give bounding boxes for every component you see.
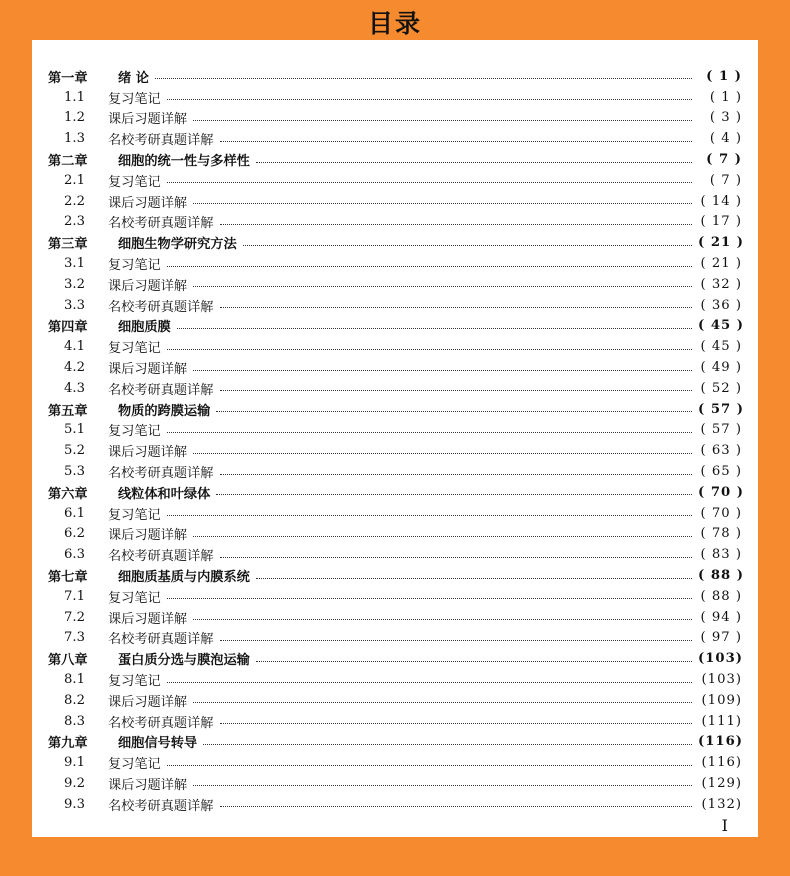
toc-chapter-entry[interactable] xyxy=(48,149,742,170)
entry-number: 3.3 xyxy=(64,297,85,313)
entry-number: 8.3 xyxy=(64,713,85,729)
entry-number: 1.1 xyxy=(64,89,85,105)
page-number-marker: I xyxy=(721,816,728,835)
entry-title: 复习笔记 xyxy=(108,91,161,107)
entry-title: 名校考研真题详解 xyxy=(108,216,214,232)
dot-leader xyxy=(167,764,692,766)
dot-leader xyxy=(193,618,692,620)
dot-leader xyxy=(256,161,692,163)
dot-leader xyxy=(167,265,692,267)
dot-leader xyxy=(167,181,692,183)
entry-number: 5.1 xyxy=(64,422,85,438)
entry-page-number: ( 52 ) xyxy=(700,380,742,396)
entry-title: 复习笔记 xyxy=(108,674,161,689)
dot-leader xyxy=(256,660,692,662)
entry-number: 6.1 xyxy=(64,505,85,521)
dot-leader xyxy=(167,431,692,433)
entry-title: 复习笔记 xyxy=(108,757,161,773)
entry-number: 第二章 xyxy=(48,154,88,170)
dot-leader xyxy=(216,493,692,495)
dot-leader xyxy=(220,389,693,391)
entry-number: 8.1 xyxy=(64,672,85,687)
toc-chapter-entry[interactable] xyxy=(48,565,745,586)
entry-number: 3.1 xyxy=(64,256,85,272)
entry-page-number: ( 45 ) xyxy=(698,318,745,334)
entry-title: 绪 论 xyxy=(118,70,149,86)
entry-page-number: ( 21 ) xyxy=(698,235,745,251)
entry-page-number: ( 78 ) xyxy=(700,526,742,542)
entry-page-number: ( 83 ) xyxy=(700,547,742,563)
entry-number: 1.2 xyxy=(64,110,85,126)
entry-number: 8.2 xyxy=(64,692,85,708)
entry-page-number: ( 7 ) xyxy=(709,172,742,188)
entry-page-number: (129) xyxy=(701,775,742,791)
dot-leader xyxy=(220,306,693,308)
page-title: 目录 xyxy=(367,9,422,38)
toc-section-entry[interactable] xyxy=(48,295,742,316)
entry-title: 细胞的统一性与多样性 xyxy=(118,154,250,170)
entry-title: 名校考研真题详解 xyxy=(108,632,214,648)
entry-title: 名校考研真题详解 xyxy=(108,466,214,482)
entry-title: 物质的跨膜运输 xyxy=(118,403,211,419)
entry-title: 复习笔记 xyxy=(108,258,161,274)
toc-section-entry[interactable] xyxy=(48,128,742,149)
dot-leader xyxy=(193,119,692,121)
toc-section-entry[interactable] xyxy=(48,794,742,815)
entry-number: 3.2 xyxy=(64,276,85,292)
entry-page-number: (111) xyxy=(701,713,742,729)
dot-leader xyxy=(256,577,692,579)
toc-section-entry[interactable] xyxy=(48,544,742,565)
entry-page-number: ( 88 ) xyxy=(698,568,745,584)
dot-leader xyxy=(193,369,692,371)
toc-section-entry[interactable] xyxy=(48,253,742,274)
toc-chapter-entry[interactable] xyxy=(48,232,745,253)
dot-leader xyxy=(193,452,692,454)
entry-number: 第一章 xyxy=(48,70,88,86)
entry-title: 细胞信号转导 xyxy=(118,736,198,752)
entry-page-number: ( 45 ) xyxy=(700,339,742,355)
entry-number: 5.2 xyxy=(64,443,85,459)
toc-section-entry[interactable] xyxy=(48,378,742,399)
entry-number: 7.3 xyxy=(64,630,85,646)
entry-number: 第六章 xyxy=(48,486,88,502)
entry-page-number: ( 1 ) xyxy=(709,89,742,105)
entry-page-number: (103) xyxy=(701,672,742,687)
entry-title: 名校考研真题详解 xyxy=(108,715,214,731)
entry-page-number: ( 63 ) xyxy=(700,443,742,459)
entry-page-number: (132) xyxy=(701,796,742,812)
entry-number: 第八章 xyxy=(48,653,88,669)
entry-title: 课后习题详解 xyxy=(108,278,188,294)
toc-section-entry[interactable] xyxy=(48,420,742,441)
toc-chapter-entry[interactable] xyxy=(48,648,742,669)
entry-title: 细胞质基质与内膜系统 xyxy=(118,570,250,586)
toc-section-entry[interactable] xyxy=(48,108,742,129)
entry-page-number: ( 49 ) xyxy=(700,360,742,376)
entry-title: 课后习题详解 xyxy=(108,528,188,544)
toc-chapter-entry[interactable] xyxy=(48,482,745,503)
toc-section-entry[interactable] xyxy=(48,503,742,524)
entry-page-number: ( 3 ) xyxy=(709,110,742,126)
toc-section-entry[interactable] xyxy=(48,212,742,233)
entry-number: 2.2 xyxy=(64,193,85,209)
entry-page-number: ( 32 ) xyxy=(700,276,742,292)
entry-number: 4.1 xyxy=(64,339,85,355)
toc-section-entry[interactable] xyxy=(48,669,742,690)
dot-leader xyxy=(167,597,692,599)
dot-leader xyxy=(220,805,693,807)
dot-leader xyxy=(243,244,692,246)
toc-section-entry[interactable] xyxy=(48,357,742,378)
entry-number: 2.3 xyxy=(64,214,85,230)
entry-page-number: ( 94 ) xyxy=(700,609,742,625)
entry-page-number: ( 17 ) xyxy=(700,214,742,230)
entry-number: 6.3 xyxy=(64,547,85,563)
entry-title: 名校考研真题详解 xyxy=(108,382,214,398)
toc-page xyxy=(32,40,758,837)
entry-title: 名校考研真题详解 xyxy=(108,798,214,814)
entry-page-number: ( 21 ) xyxy=(700,256,742,272)
dot-leader xyxy=(193,784,692,786)
entry-number: 7.1 xyxy=(64,588,85,604)
entry-page-number: ( 1 ) xyxy=(706,68,742,84)
dot-leader xyxy=(220,722,693,724)
dot-leader xyxy=(203,743,692,745)
dot-leader xyxy=(193,701,692,703)
dot-leader xyxy=(167,514,692,516)
toc-section-entry[interactable] xyxy=(48,586,742,607)
entry-page-number: ( 70 ) xyxy=(700,505,742,521)
entry-title: 复习笔记 xyxy=(108,424,161,440)
entry-title: 课后习题详解 xyxy=(108,611,188,627)
dot-leader xyxy=(220,556,693,558)
table-of-contents xyxy=(48,66,745,815)
toc-section-entry[interactable] xyxy=(48,440,742,461)
dot-leader xyxy=(193,202,692,204)
entry-title: 复习笔记 xyxy=(108,174,161,190)
toc-section-entry[interactable] xyxy=(48,170,742,191)
toc-section-entry[interactable] xyxy=(48,711,742,732)
entry-number: 第七章 xyxy=(48,570,88,586)
toc-chapter-entry[interactable] xyxy=(48,66,742,87)
toc-section-entry[interactable] xyxy=(48,524,742,545)
dot-leader xyxy=(220,223,693,225)
entry-number: 1.3 xyxy=(64,131,85,147)
entry-number: 7.2 xyxy=(64,609,85,625)
entry-title: 名校考研真题详解 xyxy=(108,133,214,149)
entry-title: 课后习题详解 xyxy=(108,694,188,710)
entry-number: 5.3 xyxy=(64,464,85,480)
entry-title: 课后习题详解 xyxy=(108,362,188,378)
dot-leader xyxy=(167,681,692,683)
entry-page-number: (109) xyxy=(701,692,742,708)
dot-leader xyxy=(220,473,693,475)
dot-leader xyxy=(167,348,692,350)
entry-number: 2.1 xyxy=(64,172,85,188)
entry-title: 名校考研真题详解 xyxy=(108,549,214,565)
dot-leader xyxy=(167,98,692,100)
entry-title: 蛋白质分选与膜泡运输 xyxy=(118,653,250,669)
entry-page-number: ( 7 ) xyxy=(706,152,742,168)
entry-page-number: ( 70 ) xyxy=(698,484,745,500)
toc-section-entry[interactable] xyxy=(48,336,742,357)
entry-title: 课后习题详解 xyxy=(108,195,188,211)
toc-chapter-entry[interactable] xyxy=(48,316,745,337)
dot-leader xyxy=(193,285,692,287)
entry-page-number: ( 97 ) xyxy=(700,630,742,646)
toc-section-entry[interactable] xyxy=(48,607,742,628)
toc-section-entry[interactable] xyxy=(48,752,742,773)
entry-title: 名校考研真题详解 xyxy=(108,299,214,315)
entry-page-number: (116) xyxy=(701,755,742,771)
entry-number: 第四章 xyxy=(48,320,88,336)
dot-leader xyxy=(193,535,692,537)
entry-title: 复习笔记 xyxy=(108,590,161,606)
entry-number: 9.3 xyxy=(64,796,85,812)
dot-leader xyxy=(220,639,693,641)
entry-title: 细胞生物学研究方法 xyxy=(118,237,237,253)
entry-page-number: ( 36 ) xyxy=(700,297,742,313)
entry-page-number: ( 65 ) xyxy=(700,464,742,480)
entry-number: 第三章 xyxy=(48,237,88,253)
dot-leader xyxy=(155,77,692,79)
entry-title: 课后习题详解 xyxy=(108,445,188,461)
toc-section-entry[interactable] xyxy=(48,690,742,711)
dot-leader xyxy=(177,327,692,329)
entry-number: 9.1 xyxy=(64,755,85,771)
entry-title: 细胞质膜 xyxy=(118,320,171,336)
toc-section-entry[interactable] xyxy=(48,87,742,108)
entry-page-number: ( 57 ) xyxy=(700,422,742,438)
entry-title: 复习笔记 xyxy=(108,507,161,523)
toc-section-entry[interactable] xyxy=(48,773,742,794)
entry-page-number: (103) xyxy=(698,651,744,667)
toc-section-entry[interactable] xyxy=(48,461,742,482)
entry-page-number: (116) xyxy=(698,734,744,750)
entry-number: 4.3 xyxy=(64,380,85,396)
entry-number: 第五章 xyxy=(48,403,88,419)
entry-title: 课后习题详解 xyxy=(108,112,188,128)
toc-section-entry[interactable] xyxy=(48,274,742,295)
entry-title: 线粒体和叶绿体 xyxy=(118,486,211,502)
entry-title: 复习笔记 xyxy=(108,341,161,357)
entry-number: 第九章 xyxy=(48,736,88,752)
entry-number: 6.2 xyxy=(64,526,85,542)
entry-title: 课后习题详解 xyxy=(108,777,188,793)
entry-page-number: ( 57 ) xyxy=(698,401,745,417)
entry-number: 9.2 xyxy=(64,775,85,791)
entry-page-number: ( 14 ) xyxy=(700,193,742,209)
entry-page-number: ( 4 ) xyxy=(709,131,742,147)
entry-number: 4.2 xyxy=(64,360,85,376)
toc-chapter-entry[interactable] xyxy=(48,732,742,753)
dot-leader xyxy=(216,410,692,412)
entry-page-number: ( 88 ) xyxy=(700,588,742,604)
toc-chapter-entry[interactable] xyxy=(48,399,745,420)
dot-leader xyxy=(220,140,693,142)
toc-section-entry[interactable] xyxy=(48,191,742,212)
toc-section-entry[interactable] xyxy=(48,628,742,649)
